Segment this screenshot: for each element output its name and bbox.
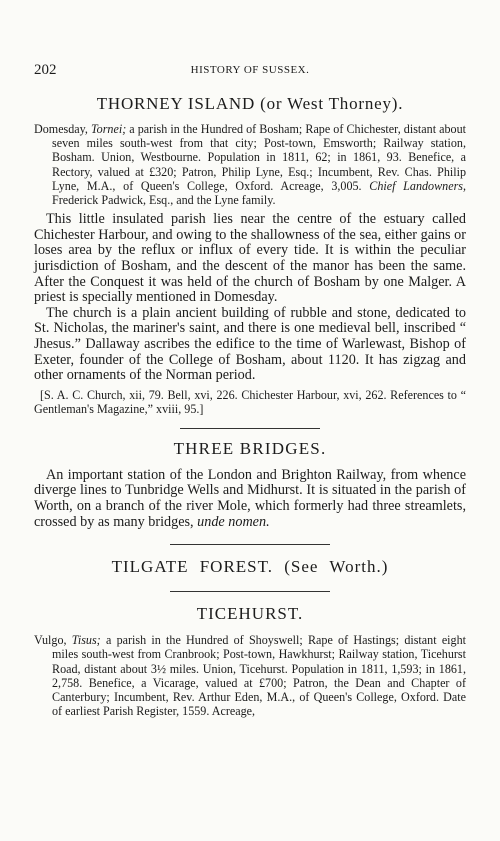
ticehurst-heading: TICEHURST. <box>196 604 304 624</box>
thorney-body <box>34 212 466 384</box>
thorney-references: [S. A. C. Church, xii, 79. Bell, xvi, 226. Chichester Harbour, xvi, 262. References to “ Gentleman's Magazine,” xviii, 95.] <box>34 387 466 416</box>
ticehurst-parish-info: Vulgo, Tisus; a parish in the Hundred of Shoyswell; Rape of Hastings; distant eight miles south-west from Cranbrook; Post-town, Hawkhurst; Railway station, Ticehurst Road, distant about 3½ miles. Union, Ticehurst. Population in 1811, 1,593; in 1861, 2,758. Benefice, a Vicarage, valued at £700; Patron, the Dean and Chapter of Canterbury; Incumbent, Rev. Arthur Eden, M.A., of Queen's College, Oxford. Date of earliest Parish Register, 1559. Acreage, <box>34 633 467 719</box>
page-number: 202 <box>34 62 57 78</box>
thorney-paragraph-church: The church is a plain ancient building of rubble and stone, dedicated to St. Nicholas, the mariner's saint, and there is one medieval bell, inscribed “ Jhesus.” Dallaway ascribes the edifice to the time of Warlewast, Bishop of Exeter, founder of the College of Bosham, about 1120. It has zigzag and other ornaments of the Norman period. <box>34 304 466 384</box>
three-bridges-paragraph: An important station of the London and Brighton Railway, from whence diverge lines to Tunbridge Wells and Midhurst. It is situated in the parish of Worth, on a branch of the river Mole, which formerly had three streamlets, crossed by as many bridges, unde nomen. <box>34 466 466 530</box>
running-header <box>34 62 466 80</box>
tilgate-forest-heading: TILGATE FOREST. (See Worth.) <box>111 557 389 577</box>
section-divider <box>170 591 330 592</box>
three-bridges-body <box>34 468 466 530</box>
running-title: HISTORY OF SUSSEX. <box>190 64 310 76</box>
section-divider <box>170 544 330 545</box>
section-divider <box>180 428 320 429</box>
book-page <box>34 62 466 718</box>
thorney-parish-info: Domesday, Tornei; a parish in the Hundred of Bosham; Rape of Chichester, distant about seven miles south-west from that city; Post-town, Emsworth; Railway station, Bosham. Union, Westbourne. Population in 1811, 62; in 1861, 93. Benefice, a Rectory, valued at £320; Patron, Philip Lyne, Esq.; Incumbent, Rev. Chas. Philip Lyne, M.A., of Queen's College, Oxford. Acreage, 3,005. Chief Landowners, Frederick Padwick, Esq., and the Lyne family. <box>34 122 467 208</box>
three-bridges-heading: THREE BRIDGES. <box>173 438 327 458</box>
thorney-island-heading: THORNEY ISLAND (or West Thorney). <box>96 94 404 113</box>
thorney-paragraph-parish: This little insulated parish lies near the centre of the estuary called Chichester Harbour, and owing to the shallowness of the sea, either gains or loses area by the reflux or influx of every tide. It is within the peculiar jurisdiction of Bosham, and the descent of the manor has been the same. After the Conquest it was held of the church of Bosham by one Malger. A priest is specially mentioned in Domesday. <box>34 211 466 306</box>
